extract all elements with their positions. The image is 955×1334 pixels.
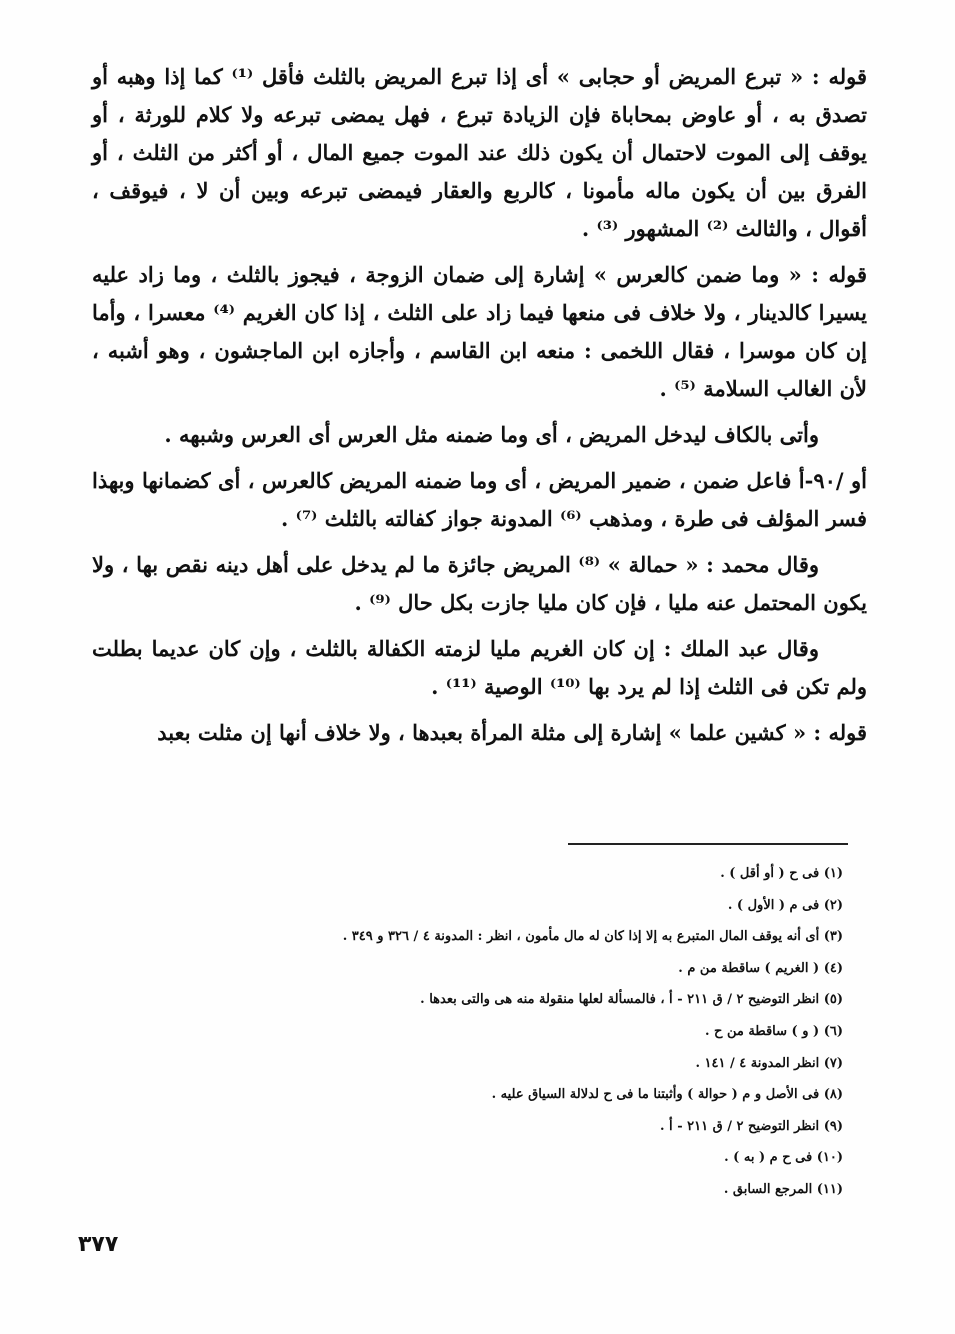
footnote-5: (٥) انظر التوضيح ٢ / ق ٢١١ - أ ، فالمسألة لعلها منقولة منه هى والتى بعدها . <box>420 992 843 1008</box>
paragraph-5: وقال محمد : « حمالة » ⁽⁸⁾ المريض جائزة ما لم يدخل على أهل دينه نقص بها ، ولا يكون المحتمل عنه مليا ، فإن كان مليا جازت بكل حال ⁽⁹⁾ . <box>92 552 867 615</box>
footnote-1: (١) فى ح ( أو أقل ) . <box>720 866 843 881</box>
footnote-7: (٧) انظر المدونة ٤ / ١٤١ . <box>695 1055 843 1071</box>
paragraph-7: قوله : « كشين علما » إشارة إلى مثلة المرأة بعبدها ، ولا خلاف أنها إن مثلت بعبد <box>157 720 867 745</box>
footnote-2: (٢) فى م ( الأول ) . <box>727 897 843 913</box>
footnote-separator <box>568 843 848 845</box>
footnote-8: (٨) فى الأصل و م ( حوالة ) وأثبتنا ما فى ح لدلالة السياق عليه . <box>491 1087 843 1103</box>
footnote-10: (١٠) فى ح م ( به ) . <box>724 1150 843 1166</box>
footnote-4: (٤) ( الغريم ) ساقطة من م . <box>678 960 843 976</box>
paragraph-3: وأتى بالكاف ليدخل المريض ، أى وما ضمنه مثل العرس أى العرس وشبهه . <box>164 422 819 447</box>
paragraph-6: وقال عبد الملك : إن كان الغريم مليا لزمته الكفالة بالثلث ، وإن كان عديما بطلت ولم تكن فى الثلث إذا لم يرد بها ⁽¹⁰⁾ الوصية ⁽¹¹⁾ . <box>92 636 867 699</box>
paragraph-2: قوله : « وما ضمن كالعرس » إشارة إلى ضمان الزوجة ، فيجوز بالثلث ، وما زاد عليه يسيرا كالدينار ، ولا خلاف فى منعها فيما زاد على الثلث ، إذا كان الغريم ⁽⁴⁾ معسرا ، وأما إن كان موسرا ، فقال اللخمى : منعه ابن القاسم ، وأجازه ابن الماجشون ، وهو أشبه ، لأن الغالب السلامة ⁽⁵⁾ . <box>92 262 867 401</box>
footnotes <box>200 858 843 1206</box>
footnote-3: (٣) أى أنه يوقف المال المتبرع به إلا إذا كان له مال مأمون ، انظر : المدونة ٤ / ٣٢٦ و ٣٤٩ . <box>342 929 843 945</box>
main-text <box>92 58 867 760</box>
paragraph-4: أو /٩٠-أ فاعل ضمن ، ضمير المريض ، أى وما ضمنه المريض كالعرس ، أى كضمانها وبهذا فسر المؤلف فى طرة ، ومذهب ⁽⁶⁾ المدونة جواز كفالته بالثلث ⁽⁷⁾ . <box>92 468 867 531</box>
footnote-6: (٦) ( و ) ساقطة من ح . <box>704 1023 843 1039</box>
footnote-11: (١١) المرجع السابق . <box>723 1181 843 1197</box>
page-number: ٣٧٧ <box>78 1232 119 1257</box>
paragraph-1: قوله : « تبرع المريض أو حجابى » أى إذا تبرع المريض بالثلث فأقل ⁽¹⁾ كما إذا وهبه أو تصدق به ، أو عاوض بمحاباة فإن الزيادة تبرع ، فهل يمضى تبرعه ولا كلام للورثة ، أو يوقف إلى الموت لاحتمال أن يكون ذلك عند الموت جميع المال ، أو أكثر من الثلث ، أو الفرق بين أن يكون ماله مأمونا ، كالربع والعقار فيمضى تبرعه وبين أن لا ، فيوقف ، أقوال ، والثالث ⁽²⁾ المشهور ⁽³⁾ . <box>92 64 867 241</box>
footnote-9: (٩) انظر التوضيح ٢ / ق ٢١١ - أ . <box>660 1118 843 1134</box>
